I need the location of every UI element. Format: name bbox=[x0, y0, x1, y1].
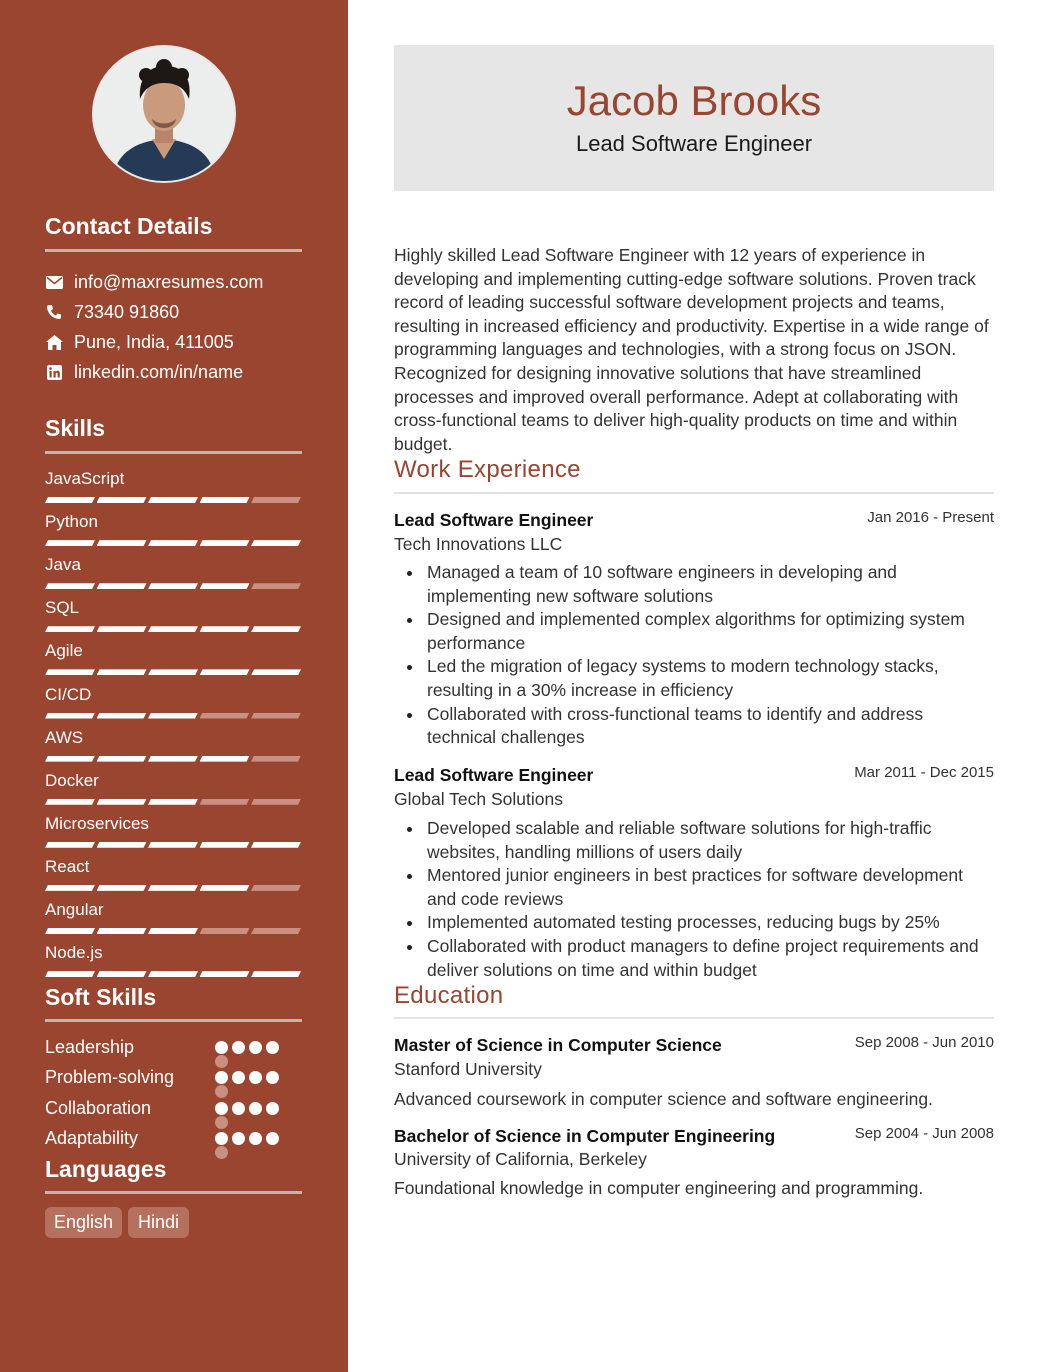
skills-divider bbox=[45, 451, 302, 454]
skill-rating-segment bbox=[200, 583, 250, 589]
skill-rating-segment bbox=[148, 971, 198, 977]
skill-rating-segment bbox=[97, 799, 147, 805]
skill-rating-segment bbox=[97, 626, 147, 632]
skill-label: Agile bbox=[45, 641, 83, 661]
skill-rating-segment bbox=[45, 842, 95, 848]
skill-rating-segment bbox=[45, 885, 95, 891]
skill-rating-segment bbox=[97, 540, 147, 546]
skill-rating-segment bbox=[45, 669, 95, 675]
skill-rating-segment bbox=[148, 626, 198, 632]
soft-skill-dot bbox=[232, 1102, 245, 1115]
skill-rating-segment bbox=[200, 669, 250, 675]
soft-skill-label: Collaboration bbox=[45, 1097, 152, 1118]
skill-rating-segment bbox=[251, 713, 301, 719]
job-title: Lead Software Engineer bbox=[394, 765, 594, 785]
resume-header bbox=[394, 45, 994, 191]
skill-rating-segment bbox=[251, 799, 301, 805]
candidate-name: Jacob Brooks bbox=[566, 77, 822, 124]
skill-label: AWS bbox=[45, 727, 84, 747]
skill-rating-segment bbox=[200, 626, 250, 632]
skill-rating-bar bbox=[45, 799, 302, 805]
school-name: University of California, Berkeley bbox=[394, 1149, 647, 1169]
skill-rating-bar bbox=[45, 842, 302, 848]
soft-skill-label: Problem-solving bbox=[45, 1067, 175, 1088]
skill-label: Docker bbox=[45, 770, 99, 790]
job-bullet: Managed a team of 10 software engineers in developing and implementing new software solutions bbox=[394, 561, 994, 608]
skill-label: React bbox=[45, 856, 90, 876]
home-icon bbox=[45, 333, 63, 351]
skill-rating-segment bbox=[200, 756, 250, 762]
skill-rating-bar bbox=[45, 497, 302, 503]
skill-label: Microservices bbox=[45, 813, 149, 833]
contact-phone-text: 73340 91860 bbox=[74, 301, 180, 322]
contact-location-text: Pune, India, 411005 bbox=[74, 331, 234, 352]
skill-rating-segment bbox=[97, 713, 147, 719]
skill-rating-segment bbox=[200, 540, 250, 546]
skill-rating-segment bbox=[200, 928, 250, 934]
soft-skill-dot bbox=[266, 1041, 279, 1054]
skill-rating-segment bbox=[45, 971, 95, 977]
skill-rating-segment bbox=[97, 885, 147, 891]
soft-skill-dot-empty bbox=[215, 1085, 228, 1098]
contact-linkedin[interactable] bbox=[45, 360, 243, 384]
soft-skills-divider bbox=[45, 1019, 302, 1022]
skill-rating-segment bbox=[251, 497, 301, 503]
skill-rating-segment bbox=[97, 971, 147, 977]
skill-rating-segment bbox=[148, 842, 198, 848]
skill-rating-segment bbox=[251, 669, 301, 675]
contact-heading: Contact Details bbox=[45, 213, 213, 239]
skill-rating-bar bbox=[45, 713, 302, 719]
languages-heading: Languages bbox=[45, 1156, 167, 1182]
soft-skill-dot bbox=[232, 1071, 245, 1084]
degree-dates: Sep 2008 - Jun 2010 bbox=[854, 1034, 994, 1051]
language-pill-english: English bbox=[45, 1207, 122, 1238]
degree-dates: Sep 2004 - Jun 2008 bbox=[854, 1125, 994, 1142]
profile-summary: Highly skilled Lead Software Engineer with 12 years of experience in developing and implementing cutting-edge software solutions. Proven track record of leading successful software development projects and teams, resulting in increased efficiency and productivity. Expertise in a wide range of programming languages and technologies, with a strong focus on JSON. Recognized for designing innovative solutions that have streamlined processes and improved overall performance. Adept at collaborating with cross-functional teams to deliver high-quality products on time and within budget. bbox=[394, 245, 989, 454]
contact-email-text: info@maxresumes.com bbox=[74, 271, 264, 292]
education-heading: Education bbox=[394, 982, 504, 1009]
skill-rating-bar bbox=[45, 928, 302, 934]
skill-rating-segment bbox=[97, 842, 147, 848]
degree-description: Foundational knowledge in computer engineering and programming. bbox=[394, 1178, 924, 1198]
skill-rating-segment bbox=[251, 842, 301, 848]
skill-rating-segment bbox=[251, 928, 301, 934]
skill-rating-segment bbox=[148, 540, 198, 546]
skill-rating-segment bbox=[251, 971, 301, 977]
skill-rating-segment bbox=[200, 799, 250, 805]
skill-rating-segment bbox=[148, 885, 198, 891]
skill-rating-segment bbox=[148, 497, 198, 503]
soft-skill-dot bbox=[215, 1071, 228, 1084]
skill-rating-segment bbox=[200, 971, 250, 977]
skill-rating-segment bbox=[97, 756, 147, 762]
skill-rating-bar bbox=[45, 669, 302, 675]
soft-skill-dot-empty bbox=[215, 1146, 228, 1159]
job-bullet: Developed scalable and reliable software solutions for high-traffic websites, handling millions of users daily bbox=[394, 817, 994, 864]
skill-label: Java bbox=[45, 555, 81, 575]
skill-rating-segment bbox=[200, 842, 250, 848]
skill-rating-bar bbox=[45, 885, 302, 891]
skill-rating-segment bbox=[45, 626, 95, 632]
candidate-title: Lead Software Engineer bbox=[575, 131, 813, 156]
job-dates: Mar 2011 - Dec 2015 bbox=[854, 764, 994, 781]
skill-rating-segment bbox=[148, 756, 198, 762]
profile-photo bbox=[92, 45, 236, 183]
skill-rating-segment bbox=[148, 928, 198, 934]
skill-rating-bar bbox=[45, 540, 302, 546]
skill-rating-segment bbox=[251, 756, 301, 762]
languages-divider bbox=[45, 1191, 302, 1194]
soft-skill-dot bbox=[232, 1041, 245, 1054]
job-company: Tech Innovations LLC bbox=[394, 534, 563, 554]
skill-rating-segment bbox=[251, 583, 301, 589]
job-bullet: Collaborated with cross-functional teams to identify and address technical challenges bbox=[394, 703, 994, 750]
job-title: Lead Software Engineer bbox=[394, 510, 594, 530]
work-experience-divider bbox=[394, 492, 994, 494]
linkedin-icon bbox=[45, 363, 63, 381]
skill-rating-segment bbox=[45, 583, 95, 589]
soft-skill-dot-empty bbox=[215, 1116, 228, 1129]
person-avatar-icon bbox=[94, 47, 234, 181]
job-company: Global Tech Solutions bbox=[394, 789, 563, 809]
skill-rating-bar bbox=[45, 971, 302, 977]
envelope-icon bbox=[45, 273, 63, 291]
degree-title: Bachelor of Science in Computer Engineering bbox=[394, 1126, 776, 1146]
skill-rating-segment bbox=[97, 928, 147, 934]
skill-rating-segment bbox=[45, 540, 95, 546]
job-bullet: Collaborated with product managers to define project requirements and deliver solutions on time and within budget bbox=[394, 935, 994, 982]
soft-skill-dot bbox=[249, 1041, 262, 1054]
skill-rating-bar bbox=[45, 583, 302, 589]
skill-rating-segment bbox=[251, 626, 301, 632]
skill-rating-segment bbox=[45, 497, 95, 503]
skill-label: CI/CD bbox=[45, 684, 92, 704]
soft-skill-dot bbox=[249, 1071, 262, 1084]
soft-skill-dot bbox=[215, 1132, 228, 1145]
skill-label: JavaScript bbox=[45, 469, 125, 488]
contact-divider bbox=[45, 249, 302, 252]
skill-rating-segment bbox=[45, 799, 95, 805]
job-dates: Jan 2016 - Present bbox=[867, 509, 994, 526]
soft-skills-heading: Soft Skills bbox=[45, 984, 157, 1010]
skill-label: Python bbox=[45, 512, 98, 532]
skill-rating-segment bbox=[45, 756, 95, 762]
job-bullet: Designed and implemented complex algorithms for optimizing system performance bbox=[394, 608, 994, 655]
job-bullet: Led the migration of legacy systems to modern technology stacks, resulting in a 30% increase in efficiency bbox=[394, 655, 994, 702]
skill-rating-segment bbox=[148, 713, 198, 719]
skill-rating-segment bbox=[45, 928, 95, 934]
work-experience-heading: Work Experience bbox=[394, 456, 581, 483]
skill-rating-segment bbox=[97, 497, 147, 503]
contact-location bbox=[45, 330, 234, 354]
skill-label: Node.js bbox=[45, 943, 103, 963]
soft-skill-dot bbox=[249, 1102, 262, 1115]
soft-skill-dot bbox=[215, 1102, 228, 1115]
job-bullet: Implemented automated testing processes, reducing bugs by 25% bbox=[394, 911, 994, 935]
soft-skill-dot bbox=[249, 1132, 262, 1145]
soft-skill-label: Adaptability bbox=[45, 1127, 139, 1148]
skill-rating-segment bbox=[200, 497, 250, 503]
skills-heading: Skills bbox=[45, 415, 106, 441]
skill-rating-segment bbox=[148, 583, 198, 589]
skill-rating-segment bbox=[251, 540, 301, 546]
sidebar bbox=[0, 0, 348, 1372]
phone-icon bbox=[45, 303, 63, 321]
skill-rating-segment bbox=[200, 713, 250, 719]
contact-email[interactable] bbox=[45, 270, 263, 294]
skill-label: SQL bbox=[45, 598, 80, 618]
job-bullets bbox=[394, 561, 994, 750]
skill-rating-segment bbox=[148, 669, 198, 675]
skill-rating-segment bbox=[200, 885, 250, 891]
language-pill-hindi: Hindi bbox=[128, 1207, 189, 1238]
job-bullet: Mentored junior engineers in best practices for software development and code reviews bbox=[394, 864, 994, 911]
skill-label: Angular bbox=[45, 900, 104, 919]
skill-rating-segment bbox=[97, 583, 147, 589]
soft-skill-dot bbox=[266, 1132, 279, 1145]
soft-skill-dot bbox=[266, 1102, 279, 1115]
soft-skill-dot-empty bbox=[215, 1055, 228, 1068]
skill-rating-bar bbox=[45, 626, 302, 632]
degree-title: Master of Science in Computer Science bbox=[394, 1035, 722, 1055]
degree-description: Advanced coursework in computer science and software engineering. bbox=[394, 1089, 933, 1109]
skill-rating-segment bbox=[148, 799, 198, 805]
soft-skill-dot bbox=[215, 1041, 228, 1054]
skill-rating-segment bbox=[251, 885, 301, 891]
contact-phone[interactable] bbox=[45, 300, 179, 324]
contact-linkedin-text: linkedin.com/in/name bbox=[74, 361, 244, 382]
skill-rating-segment bbox=[97, 669, 147, 675]
school-name: Stanford University bbox=[394, 1059, 542, 1079]
education-divider bbox=[394, 1017, 994, 1019]
skill-rating-segment bbox=[45, 713, 95, 719]
job-bullets bbox=[394, 817, 994, 982]
soft-skill-label: Leadership bbox=[45, 1037, 135, 1057]
soft-skill-dot bbox=[232, 1132, 245, 1145]
soft-skill-dot bbox=[266, 1071, 279, 1084]
skill-rating-bar bbox=[45, 756, 302, 762]
